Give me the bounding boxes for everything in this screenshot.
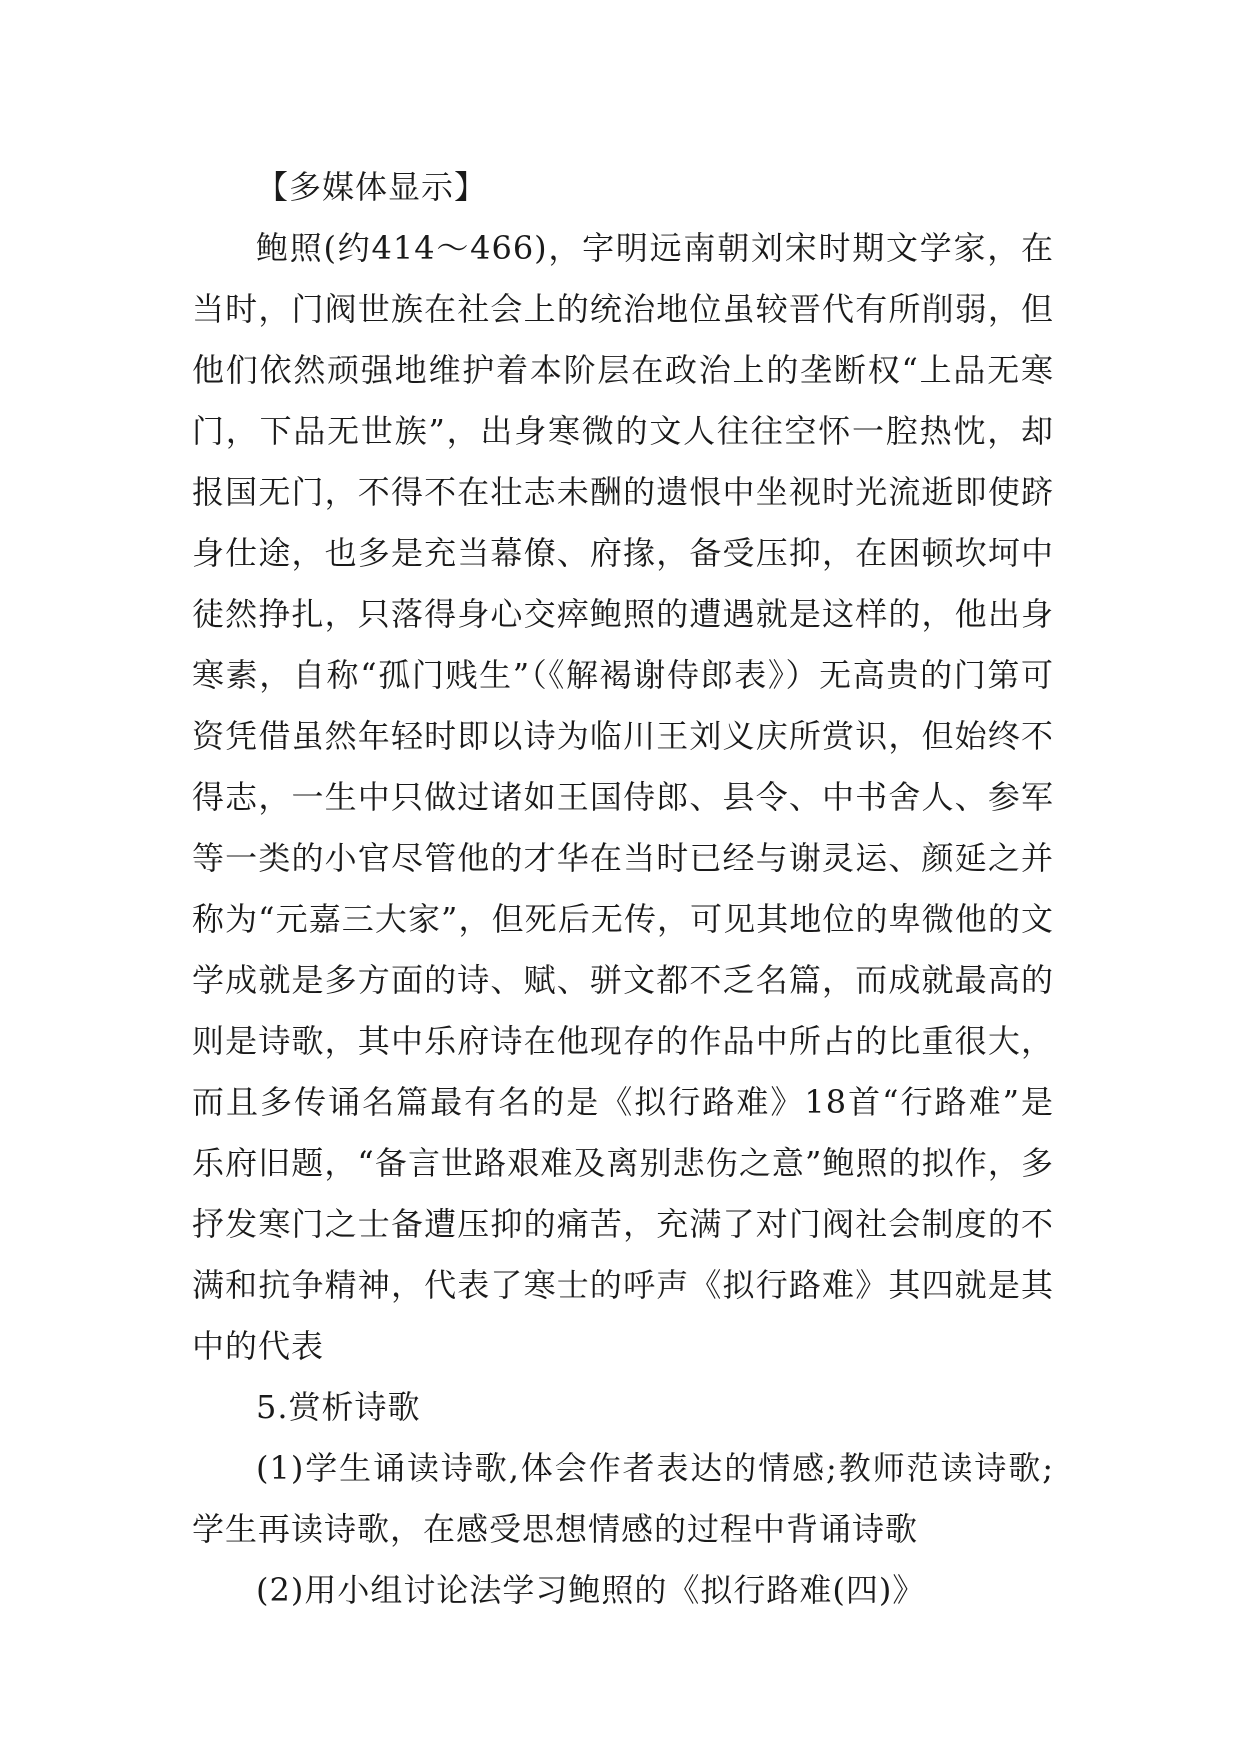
section-title: 5.赏析诗歌	[256, 1388, 421, 1426]
document-body	[192, 157, 1054, 1621]
step-two-paragraph: (2)用小组讨论法学习鲍照的《拟行路难(四)》	[256, 1571, 926, 1609]
multimedia-heading: 【多媒体显示】	[256, 168, 488, 206]
bio-paragraph: 鲍照(约414～466)，字明远南朝刘宋时期文学家，在当时，门阀世族在社会上的统治地位虽较晋代有所削弱，但他们依然顽强地维护着本阶层在政治上的垄断权“上品无寒门，下品无世族”，出身寒微的文人往往空怀一腔热忱，却报国无门，不得不在壮志未酬的遗恨中坐视时光流逝即使跻身仕途，也多是充当幕僚、府掾，备受压抑，在困顿坎坷中徒然挣扎，只落得身心交瘁鲍照的遭遇就是这样的，他出身寒素，自称“孤门贱生”（《解褐谢侍郎表》）无高贵的门第可资凭借虽然年轻时即以诗为临川王刘义庆所赏识，但始终不得志，一生中只做过诸如王国侍郎、县令、中书舍人、参军等一类的小官尽管他的才华在当时已经与谢灵运、颜延之并称为“元嘉三大家”，但死后无传，可见其地位的卑微他的文学成就是多方面的诗、赋、骈文都不乏名篇，而成就最高的则是诗歌，其中乐府诗在他现存的作品中所占的比重很大，而且多传诵名篇最有名的是《拟行路难》18首“行路难”是乐府旧题，“备言世路艰难及离别悲伤之意”鲍照的拟作，多抒发寒门之士备遭压抑的痛苦，充满了对门阀社会制度的不满和抗争精神，代表了寒士的呼声《拟行路难》其四就是其中的代表	[192, 229, 1054, 1365]
step-one-paragraph: (1)学生诵读诗歌,体会作者表达的情感;教师范读诗歌;学生再读诗歌，在感受思想情感的过程中背诵诗歌	[192, 1449, 1054, 1548]
